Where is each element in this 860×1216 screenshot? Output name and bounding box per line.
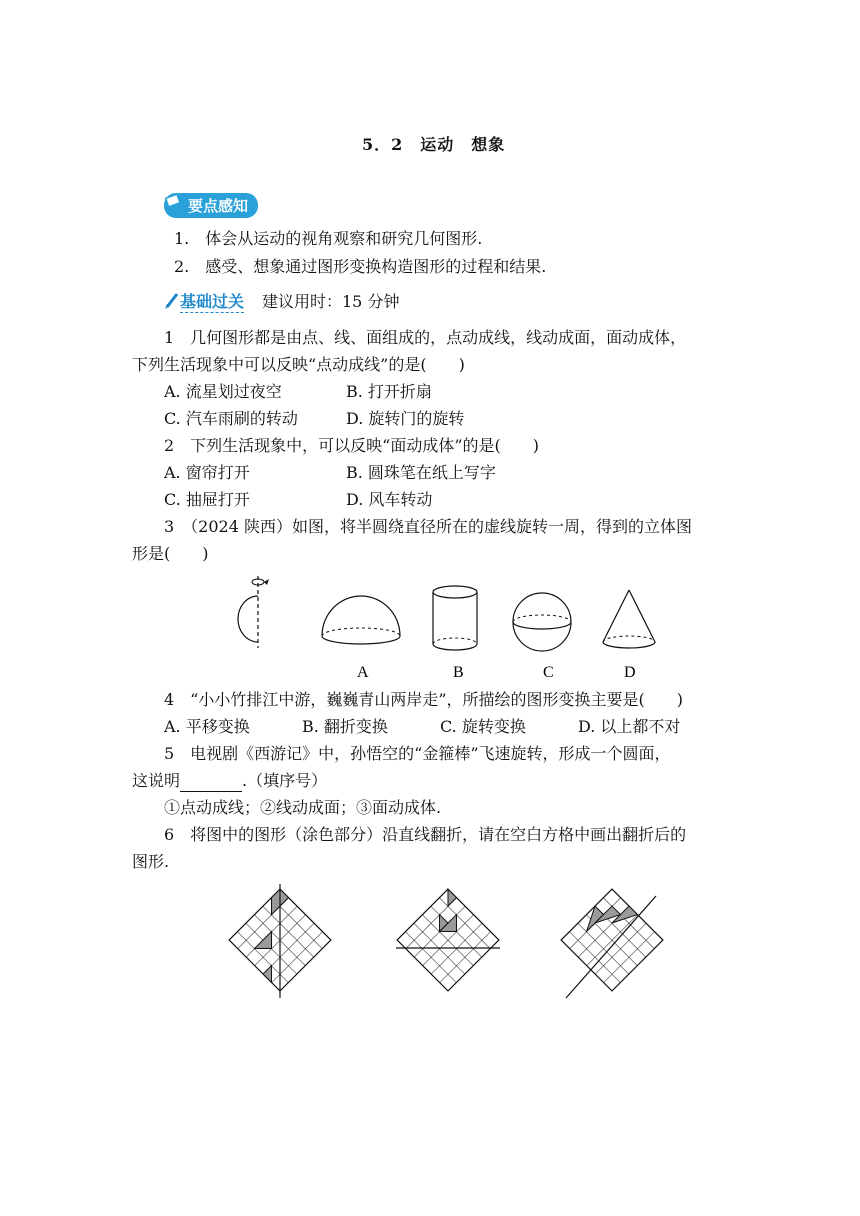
grid-3 <box>561 889 663 998</box>
key-point-2: 2. 感受、想象通过图形变换构造图形的过程和结果. <box>174 257 547 276</box>
q5-stem-1: 5 电视剧《西游记》中，孙悟空的“金箍棒”飞速旋转，形成一个圆面， <box>164 744 671 763</box>
q6-stem-2: 图形. <box>132 852 170 871</box>
option-c-sphere <box>513 593 571 651</box>
key-point-1: 1. 体会从运动的视角观察和研究几何图形. <box>174 229 483 248</box>
q6-stem-1: 6 将图中的图形（涂色部分）沿直线翻折，请在空白方格中画出翻折后的 <box>164 825 687 844</box>
key-points-label: 要点感知 <box>164 193 258 218</box>
q1-stem-2: 下列生活现象中可以反映“点动成线”的是( ) <box>132 355 465 374</box>
suggested-time: 建议用时：15 分钟 <box>262 292 400 311</box>
q4-option-c: C. 旋转变换 <box>440 717 526 736</box>
grid-1 <box>229 884 331 998</box>
page-title: 5．2 运动 想象 <box>362 135 506 154</box>
q2-option-c: C. 抽屉打开 <box>164 490 250 509</box>
q1-option-a: A. 流星划过夜空 <box>164 382 282 401</box>
key-points-badge <box>164 193 258 218</box>
q5-answer-blank[interactable] <box>180 775 242 792</box>
basic-badge <box>164 289 244 312</box>
q2-option-b: B. 圆珠笔在纸上写字 <box>346 463 496 482</box>
label-a: A <box>357 664 369 681</box>
q2-option-a: A. 窗帘打开 <box>164 463 250 482</box>
q3-stem-2: 形是( ) <box>132 544 209 563</box>
q2-option-d: D. 风车转动 <box>346 490 433 509</box>
q3-figure <box>230 572 670 682</box>
label-c: C <box>543 664 554 681</box>
option-a-hemisphere <box>322 596 400 644</box>
label-d: D <box>624 664 636 681</box>
q6-figure <box>220 878 680 1008</box>
q4-option-b: B. 翻折变换 <box>302 717 388 736</box>
option-d-cone <box>603 590 655 648</box>
pencil-icon <box>164 291 180 309</box>
q5-options: ①点动成线；②线动成面；③面动成体. <box>164 798 442 817</box>
q1-stem-1: 1 几何图形都是由点、线、面组成的，点动成线，线动成面，面动成体， <box>164 328 687 347</box>
label-b: B <box>453 664 464 681</box>
basic-label: 基础过关 <box>180 292 245 311</box>
q2-stem: 2 下列生活现象中，可以反映“面动成体”的是( ) <box>164 436 540 455</box>
option-b-cylinder <box>433 586 477 650</box>
semicircle-figure <box>238 576 269 648</box>
pushpin-icon <box>164 192 186 214</box>
q3-stem-1: 3 （2024 陕西）如图，将半圆绕直径所在的虚线旋转一周，得到的立体图 <box>164 517 692 536</box>
q4-option-d: D. 以上都不对 <box>578 717 681 736</box>
grid-2 <box>396 889 500 991</box>
q1-option-c: C. 汽车雨刷的转动 <box>164 409 298 428</box>
q4-stem: 4 “小小竹排江中游，巍巍青山两岸走”，所描绘的图形变换主要是( ) <box>164 690 684 709</box>
q1-option-d: D. 旋转门的旋转 <box>346 409 465 428</box>
q5-stem-2: 这说明 .（填序号） <box>132 771 328 790</box>
q4-option-a: A. 平移变换 <box>164 717 250 736</box>
q1-option-b: B. 打开折扇 <box>346 382 432 401</box>
